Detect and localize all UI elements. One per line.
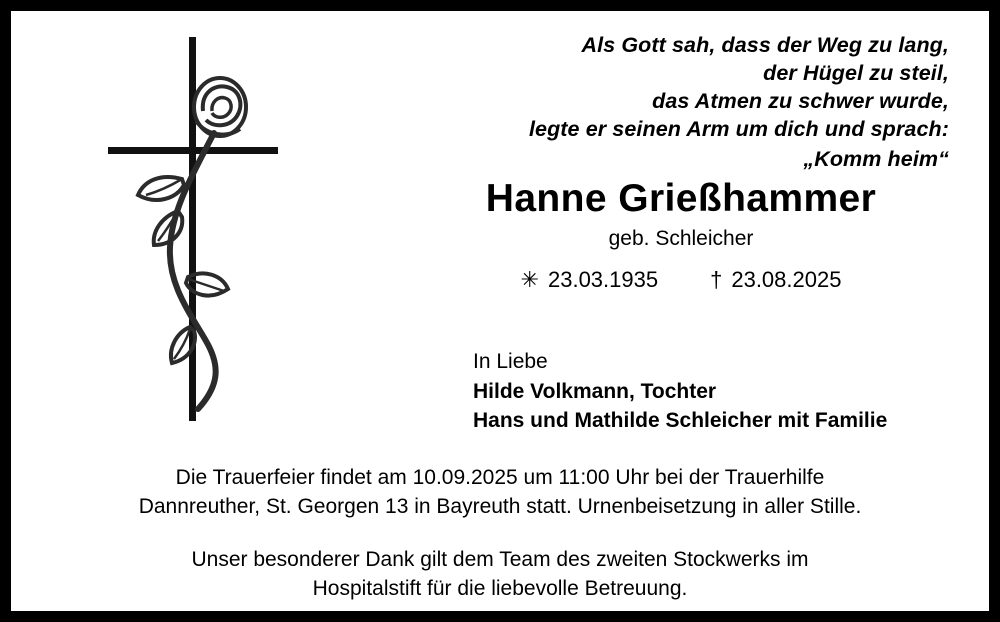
cross-with-rose-icon	[86, 29, 316, 429]
family-intro: In Liebe	[473, 350, 548, 373]
verse-line: Als Gott sah, dass der Weg zu lang,	[581, 33, 949, 57]
life-dates	[381, 266, 981, 294]
birth-date-item	[521, 266, 659, 294]
note-line: Hospitalstift für die liebevolle Betreuung.	[312, 577, 688, 600]
deceased-block	[381, 176, 981, 294]
notice-inner	[11, 11, 989, 611]
note-line: Dannreuther, St. Georgen 13 in Bayreuth statt. Urnenbeisetzung in aller Stille.	[138, 495, 862, 518]
note-line: Unser besonderer Dank gilt dem Team des zweiten Stockwerks im	[191, 548, 809, 571]
death-date: 23.08.2025	[731, 267, 842, 292]
family-member: Hans und Mathilde Schleicher mit Familie	[473, 409, 888, 432]
cross-dagger-icon: †	[710, 267, 723, 292]
verse-quote: „Komm heim“	[803, 147, 949, 171]
verse-line: legte er seinen Arm um dich und sprach:	[528, 117, 949, 141]
maiden-name: geb. Schleicher	[608, 227, 754, 250]
birth-star-icon: ✳	[520, 267, 539, 292]
notes-section	[11, 463, 989, 603]
funeral-details	[11, 463, 989, 521]
note-line: Die Trauerfeier findet am 10.09.2025 um 11:00 Uhr bei der Trauerhilfe	[175, 466, 825, 489]
verse-line: das Atmen zu schwer wurde,	[652, 89, 949, 113]
death-date-item	[710, 266, 841, 294]
family-block	[473, 347, 887, 435]
verse-line: der Hügel zu steil,	[763, 61, 949, 85]
birth-date: 23.03.1935	[547, 267, 659, 292]
family-member: Hilde Volkmann, Tochter	[473, 380, 717, 403]
deceased-name: Hanne Grießhammer	[485, 177, 877, 220]
verse-block	[329, 31, 949, 173]
thanks-note	[11, 545, 989, 603]
